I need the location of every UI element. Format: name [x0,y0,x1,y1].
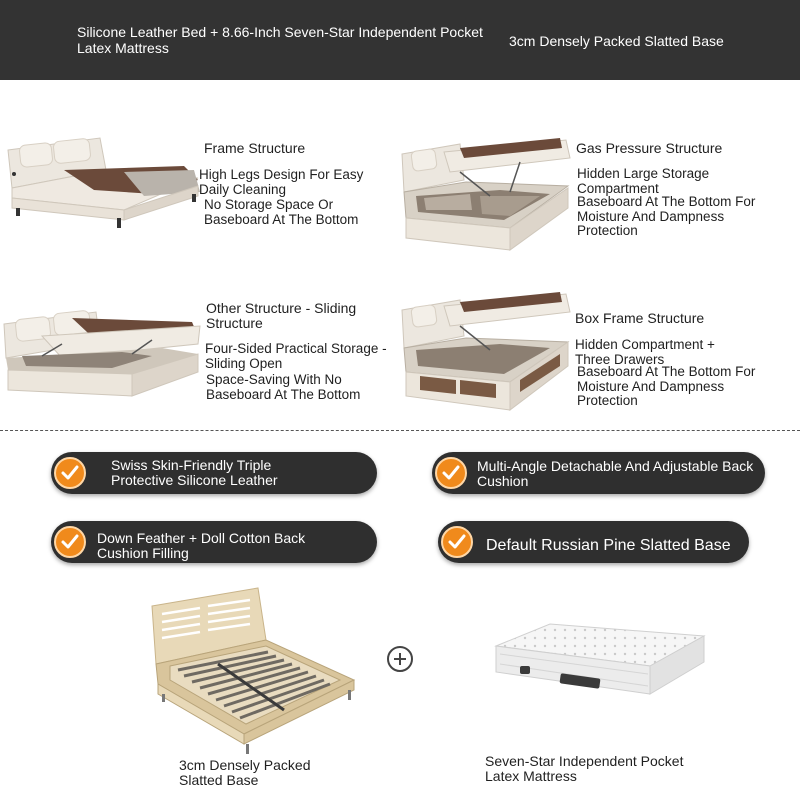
feature-pill [438,521,749,563]
structure-line-2: No Storage Space Or Baseboard At The Bottom [204,197,359,227]
feature-label: Default Russian Pine Slatted Base [486,537,731,554]
header-right-title: 3cm Densely Packed Slatted Base [509,33,724,49]
structure-line-1: Hidden Compartment + Three Drawers [575,337,715,367]
structure-title: Box Frame Structure [575,310,705,326]
bottom-right-caption: Seven-Star Independent Pocket Latex Mattress [485,753,684,784]
box-frame-bed-image [400,292,572,412]
structure-line-1: Hidden Large Storage Compartment [577,166,710,196]
structure-line-2: Baseboard At The Bottom For Moisture And Dampness Protection [577,194,756,238]
check-icon [54,526,86,558]
structure-title: Frame Structure [204,140,306,156]
check-icon [435,457,467,489]
sliding-structure-bed-image [2,296,202,400]
structure-line-2: Space-Saving With No Baseboard At The Bottom [206,372,361,402]
bottom-left-caption: 3cm Densely Packed Slatted Base [179,757,311,788]
frame-structure-bed-image [4,130,200,230]
dashed-divider [0,430,800,431]
gas-pressure-bed-image [400,136,572,254]
plus-icon [387,646,413,672]
structure-title: Other Structure - Sliding Structure [206,300,357,331]
feature-label: Multi-Angle Detachable And Adjustable Back Cushion [477,458,754,489]
feature-label: Down Feather + Doll Cotton Back Cushion Filling [97,530,306,561]
feature-pill [432,452,765,494]
structure-line-1: High Legs Design For Easy Daily Cleaning [199,167,364,197]
check-icon [54,457,86,489]
latex-mattress-image [490,618,710,714]
structure-line-2: Baseboard At The Bottom For Moisture And Dampness Protection [577,364,756,408]
feature-pill [51,521,377,563]
slatted-base-bed-image [148,584,358,756]
header-bar [0,0,800,80]
structure-line-1: Four-Sided Practical Storage - Sliding Open [205,341,387,371]
feature-pill [51,452,377,494]
check-icon [441,526,473,558]
structure-title: Gas Pressure Structure [576,140,723,156]
header-left-title: Silicone Leather Bed + 8.66-Inch Seven-Star Independent Pocket Latex Mattress [77,24,483,56]
feature-label: Swiss Skin-Friendly Triple Protective Silicone Leather [111,457,278,488]
